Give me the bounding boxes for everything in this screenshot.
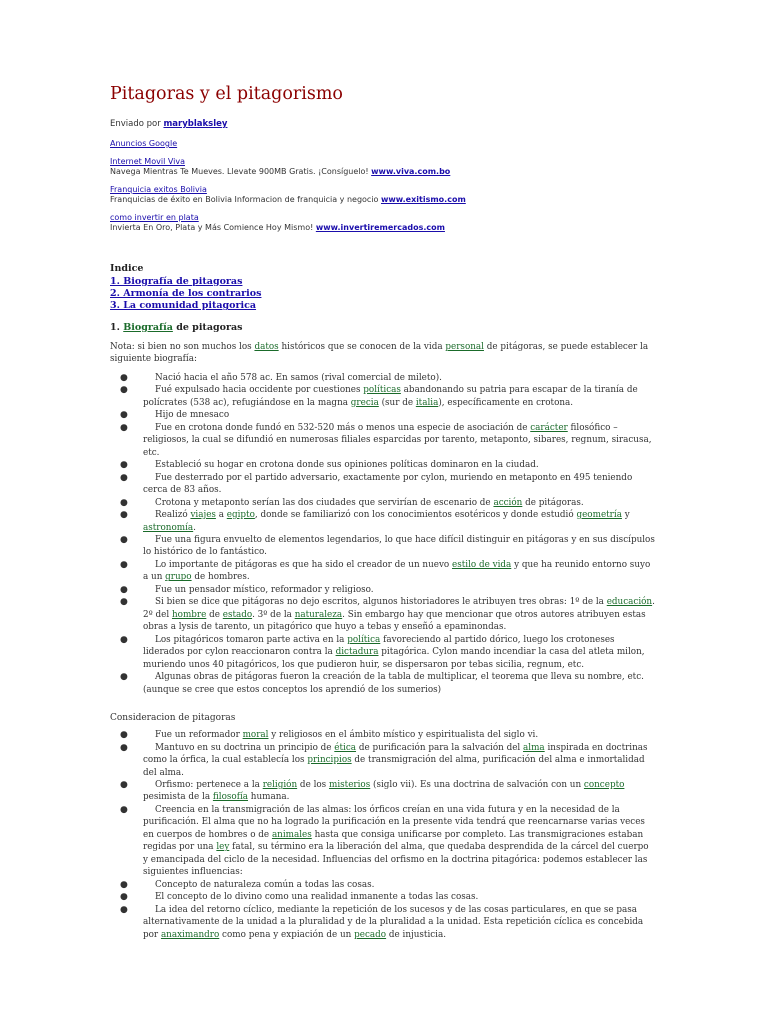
bullet-icon: ●: [120, 584, 128, 595]
keyword-link[interactable]: misterios: [329, 779, 371, 790]
index-heading: Indice: [110, 263, 144, 275]
text-segment: pesimista de la: [143, 792, 213, 803]
text-segment: . 3º de la: [252, 609, 295, 620]
bullet-icon: ●: [120, 742, 128, 753]
ad-description: Franquicias de éxito en Bolivia Informacion de franquicia y negocio: [110, 195, 379, 205]
bullet-icon: ●: [120, 672, 128, 683]
text-segment: de hombres.: [191, 572, 250, 583]
list-item-text: [143, 905, 643, 940]
bullet-icon: ●: [120, 510, 128, 521]
bullet-icon: ●: [120, 779, 128, 790]
list-item: [110, 422, 655, 459]
keyword-link[interactable]: religión: [262, 779, 298, 790]
keyword-link[interactable]: ética: [334, 742, 357, 753]
list-item: [110, 634, 655, 671]
keyword-link[interactable]: animales: [271, 829, 312, 840]
list-item-text: [143, 385, 638, 407]
text-segment: Nació hacia el año 578 ac. En samos (rival comercial de mileto).: [155, 372, 442, 383]
bullet-icon: ●: [120, 804, 128, 815]
keyword-link[interactable]: hombre: [171, 609, 207, 620]
text-segment: (siglo vii). Es una doctrina de salvación con un: [370, 779, 584, 790]
keyword-link[interactable]: política: [347, 634, 381, 645]
bullet-icon: ●: [120, 422, 128, 433]
keyword-link[interactable]: datos: [254, 341, 279, 352]
text-segment: Los pitagóricos tomaron parte activa en la: [155, 634, 348, 645]
list-item: [110, 804, 655, 879]
list-item-text: [143, 880, 374, 890]
biography-list: [110, 372, 655, 697]
text-segment: de: [206, 609, 223, 620]
text-segment: Realizó: [155, 510, 191, 521]
list-item-text: [143, 460, 539, 470]
author-link[interactable]: maryblaksley: [163, 119, 228, 129]
keyword-link[interactable]: estilo de vida: [452, 559, 512, 570]
keyword-link[interactable]: pecado: [354, 929, 387, 940]
text-segment: fatal, su término era la liberación del alma, que quedaba desprendida de la cárcel del cuerpo y emancipada del ciclo de la necesidad. Influencias del orfismo en la doctrina pitagórica: podemos establecer las siguientes influencias:: [143, 842, 649, 878]
text-segment: Orfismo: pertenece a la: [155, 779, 263, 790]
list-item-text: [143, 730, 538, 740]
keyword-link[interactable]: estado: [222, 609, 253, 620]
text-segment: de pitágoras.: [522, 497, 584, 508]
index: [110, 263, 655, 312]
text-segment: . 2º del: [143, 597, 655, 620]
keyword-link[interactable]: moral: [242, 730, 269, 741]
keyword-link[interactable]: carácter: [530, 422, 568, 433]
text-segment: abandonando su patria para escapar de la tiranía de polícrates (538 ac), refugiándose en la magna: [143, 385, 638, 408]
list-item-text: [143, 892, 478, 902]
bullet-icon: ●: [120, 497, 128, 508]
bullet-icon: ●: [120, 472, 128, 483]
list-item-text: [143, 373, 442, 383]
ad-title-link[interactable]: Internet Movil Viva: [110, 157, 185, 166]
text-segment: a: [215, 510, 227, 521]
text-segment: Fue un pensador místico, reformador y religioso.: [155, 584, 374, 595]
list-item: [110, 534, 655, 559]
keyword-link[interactable]: alma: [523, 742, 545, 753]
text-segment: La idea del retorno cíclico, mediante la repetición de los sucesos y de las cosas particulares, en que se pasa alternativamente de la unidad a la pluralidad y de la pluralidad a la unidad. Esta repetición cíclica es concebida por: [143, 904, 644, 940]
document-page: [110, 84, 655, 941]
page-title: Pitagoras y el pitagorismo: [110, 84, 343, 104]
text-segment: y que ha reunido entorno suyo a un: [143, 559, 651, 583]
text-segment: (sur de: [378, 397, 416, 408]
bullet-icon: ●: [120, 904, 128, 915]
text-segment: favoreciendo al partido dórico, luego los crotoneses liderados por cylon reaccionaron contra la: [143, 634, 615, 658]
list-item-text: [143, 780, 624, 802]
text-segment: humana.: [248, 792, 290, 803]
text-segment: pitagórica. Cylon mando incendiar la casa del atleta milon, muriendo unos 40 pitagóricos, los que pudieron huir, se dispersaron por tebas sicilia, regnum, etc.: [143, 647, 645, 670]
keyword-link[interactable]: astronomía: [143, 522, 194, 533]
byline: [110, 119, 655, 129]
keyword-link[interactable]: italia: [415, 397, 439, 408]
text-segment: Lo importante de pitágoras es que ha sido el creador de un nuevo: [155, 559, 453, 570]
keyword-link[interactable]: ley: [216, 842, 230, 853]
list-item-text: [143, 597, 655, 632]
text-segment: Estableció su hogar en crotona donde sus opiniones políticas dominaron en la ciudad.: [155, 460, 539, 471]
index-link[interactable]: 3. La comunidad pitagorica: [110, 300, 257, 312]
list-item: [110, 472, 655, 497]
list-item: [110, 671, 655, 696]
index-link[interactable]: 2. Armonía de los contrarios: [110, 288, 262, 300]
article-body: [110, 341, 655, 942]
ad-description: Navega Mientras Te Mueves. Llevate 900MB Gratis. ¡Consíguelo!: [110, 167, 369, 177]
list-item-text: [143, 743, 648, 778]
ad-item: [110, 185, 655, 206]
ads-list: [110, 157, 655, 233]
index-link[interactable]: 1. Biografía de pitagoras: [110, 275, 243, 287]
list-item: [110, 459, 655, 471]
list-item-text: [143, 498, 584, 508]
text-segment: Hijo de mnesaco: [155, 410, 230, 421]
index-list: [110, 276, 655, 313]
bullet-icon: ●: [120, 730, 128, 741]
list-item-text: [143, 473, 632, 495]
text-segment: de purificación para la salvación del: [356, 742, 524, 753]
text-segment: de pitágoras, se puede establecer la siguiente biografía:: [110, 341, 649, 365]
ad-url-link[interactable]: www.viva.com.bo: [371, 167, 451, 177]
text-segment: hasta que consiga unificarse por completo. Las transmigraciones estaban regidas por una: [143, 829, 644, 853]
list-item-text: [143, 585, 374, 595]
text-segment: filosófico – religiosos, la cual se difundió en numerosas filiales esparcidas por tarento, metaponto, sibares, regnum, siracusa, etc.: [143, 422, 652, 458]
biography-link[interactable]: Biografía: [123, 321, 173, 333]
text-segment: y religiosos en el ámbito místico y espiritualista del siglo vi.: [268, 730, 539, 741]
keyword-link[interactable]: dictadura: [335, 647, 379, 658]
list-item-text: [143, 510, 630, 532]
bullet-icon: ●: [120, 410, 128, 421]
list-item: [110, 409, 655, 421]
list-item: [110, 596, 655, 633]
text-segment: Fue en crotona donde fundó en 532-520 más o menos una especie de asociación de: [155, 422, 531, 433]
ad-title-link[interactable]: como invertir en plata: [110, 212, 199, 222]
text-segment: Si bien se dice que pitágoras no dejo escritos, algunos historiadores le atribuyen tres obras: 1º de la: [155, 597, 607, 608]
list-item-text: [143, 423, 652, 458]
section-rest: de pitagoras: [176, 321, 243, 333]
list-item-text: [143, 805, 649, 877]
text-segment: ), específicamente en crotona.: [438, 397, 574, 408]
text-segment: Fue desterrado por el partido adversario, exactamente por cylon, muriendo en metaponto en 495 teniendo cerca de 83 años.: [143, 472, 633, 496]
text-segment: Fue un reformador: [155, 730, 243, 741]
section-biography-heading: [110, 322, 655, 333]
keyword-link[interactable]: políticas: [363, 385, 401, 396]
ad-item: [110, 213, 655, 234]
text-segment: y: [621, 510, 630, 521]
text-segment: Crotona y metaponto serían las dos ciudades que servirían de escenario de: [155, 497, 494, 508]
text-segment: Nota: si bien no son muchos los: [110, 341, 255, 352]
keyword-link[interactable]: grecia: [350, 397, 379, 408]
text-segment: , donde se familiarizó con los conocimientos esotéricos y donde estudió: [254, 510, 577, 521]
byline-prefix: Enviado por: [110, 119, 161, 129]
text-segment: como pena y expiación de un: [219, 929, 355, 940]
section-consideration-heading: Consideracion de pitagoras: [110, 713, 236, 724]
text-segment: Concepto de naturaleza común a todas las cosas.: [155, 879, 375, 890]
text-segment: históricos que se conocen de la vida: [278, 341, 446, 352]
list-item-text: [143, 560, 650, 582]
keyword-link[interactable]: filosofía: [212, 792, 249, 803]
section-number: 1.: [110, 321, 120, 333]
text-segment: El concepto de lo divino como una realidad inmanente a todas las cosas.: [155, 892, 479, 903]
keyword-link[interactable]: educación: [606, 597, 653, 608]
text-segment: Algunas obras de pitágoras fueron la creación de la tabla de multiplicar, el teorema que lleva su nombre, etc. (aunque se cree que estos conceptos los aprendió de los sumerios): [143, 672, 644, 695]
list-item-text: [143, 672, 644, 694]
keyword-link[interactable]: concepto: [583, 779, 625, 790]
text-segment: de injusticia.: [386, 929, 447, 940]
list-item: [110, 729, 655, 741]
list-item: [110, 779, 655, 804]
ad-url-link[interactable]: www.invertiremercados.com: [315, 222, 445, 232]
bullet-icon: ●: [120, 534, 128, 545]
list-item: [110, 559, 655, 584]
list-item: [110, 879, 655, 891]
bullet-icon: ●: [120, 559, 128, 570]
keyword-link[interactable]: anaximandro: [160, 929, 220, 940]
text-segment: Mantuvo en su doctrina un principio de: [155, 742, 335, 753]
bullet-icon: ●: [120, 460, 128, 471]
ad-item: [110, 157, 655, 178]
keyword-link[interactable]: acción: [493, 497, 523, 508]
text-segment: . Sin embargo hay que mencionar que otros autores atribuyen estas obras a lysis de tarento, un pitagórico que huyo a tebas y enseñó a epaminondas.: [143, 609, 646, 633]
bullet-icon: ●: [120, 597, 128, 608]
text-segment: Creencia en la transmigración de las almas: los órficos creían en una vida futura y en la necesidad de la purificación. El alma que no ha logrado la purificación en la presente vida tendrá que reencarnarse varias veces en cuerpos de hombres o de: [143, 804, 645, 840]
list-item: [110, 384, 655, 409]
text-segment: de transmigración del alma, purificación del alma e inmortalidad del alma.: [143, 755, 645, 778]
keyword-link[interactable]: viajes: [190, 510, 216, 521]
list-item: [110, 742, 655, 779]
list-item: [110, 904, 655, 941]
list-item: [110, 891, 655, 903]
consideration-list: [110, 729, 655, 941]
list-item: [110, 509, 655, 534]
ad-description: Invierta En Oro, Plata y Más Comience Hoy Mismo!: [110, 222, 314, 232]
bullet-icon: ●: [120, 634, 128, 645]
bullet-icon: ●: [120, 892, 128, 903]
text-segment: .: [193, 522, 196, 533]
list-item: [110, 372, 655, 384]
nota-paragraph: [110, 341, 655, 366]
keyword-link[interactable]: egipto: [226, 510, 255, 521]
list-item: [110, 584, 655, 596]
keyword-link[interactable]: personal: [445, 341, 484, 352]
text-segment: de los: [297, 779, 329, 790]
list-item: [110, 497, 655, 509]
ad-url-link[interactable]: www.exitismo.com: [380, 195, 466, 205]
list-item-text: [143, 635, 645, 670]
keyword-link[interactable]: principios: [307, 755, 352, 766]
google-ads-link[interactable]: Anuncios Google: [110, 139, 178, 148]
text-segment: Fue una figura envuelto de elementos legendarios, lo que hace difícil distinguir en pitágoras y en sus discípulos lo histórico de lo fantástico.: [143, 534, 655, 558]
text-segment: Fué expulsado hacia occidente por cuestiones: [155, 385, 364, 396]
keyword-link[interactable]: grupo: [165, 572, 192, 583]
bullet-icon: ●: [120, 879, 128, 890]
keyword-link[interactable]: naturaleza: [294, 609, 343, 620]
ad-title-link[interactable]: Franquicia exitos Bolivia: [110, 184, 207, 194]
bullet-icon: ●: [120, 372, 128, 383]
bullet-icon: ●: [120, 385, 128, 396]
list-item-text: [143, 410, 229, 420]
text-segment: inspirada en doctrinas como la órfica, la cual establecía los: [143, 742, 648, 766]
keyword-link[interactable]: geometría: [576, 510, 622, 521]
list-item-text: [143, 535, 655, 557]
